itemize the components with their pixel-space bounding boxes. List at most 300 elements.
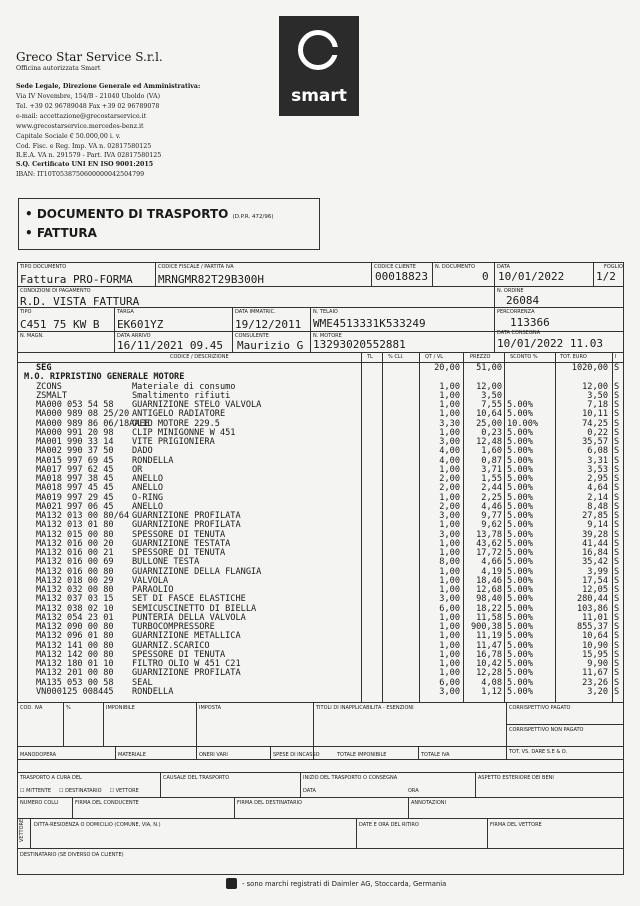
cell-desc: GUARNIZ.SCARICO [132, 640, 210, 651]
cell-price: 12,48 [476, 437, 502, 448]
cell-qt: 1,00 [439, 400, 460, 411]
percorrenza-label: PERCORRENZA [497, 309, 535, 315]
cell-disc: 5.00% [507, 548, 533, 559]
table-row [0, 595, 640, 604]
cell-desc: OR [132, 464, 143, 475]
cell-disc: 5.00% [507, 400, 533, 411]
cell-disc: 5.00% [507, 594, 533, 605]
condizioni-label: CONDIZIONI DI PAGAMENTO [20, 288, 91, 294]
cell-code: MA132 015 00 80 [36, 529, 114, 540]
data-trasporto-label: DATA [303, 788, 316, 794]
col-header-descrizione: CODICE / DESCRIZIONE [170, 354, 229, 360]
cell-tot: 11,67 [582, 668, 608, 679]
tot-vs-dare-label: TOT. VS. DARE S.E & O. [509, 749, 568, 755]
cell-qt: 1,00 [439, 631, 460, 642]
cod-iva-label: COD. IVA [20, 705, 43, 711]
data-value: 10/01/2022 [498, 270, 565, 283]
cell-qt: 1,00 [439, 464, 460, 475]
cell-price: 51,00 [476, 363, 502, 373]
cell-price: 9,62 [481, 520, 502, 531]
cell-desc: O-RING [132, 492, 164, 503]
cell-qt: 3,30 [439, 418, 460, 429]
cell-iva: S [614, 622, 620, 633]
smart-logo-icon [298, 30, 338, 70]
cell-qt: 6,00 [439, 603, 460, 614]
n-magn-label: N. MAGN. [20, 333, 44, 339]
cell-price: 11,19 [476, 631, 502, 642]
cell-iva: S [614, 381, 620, 392]
cell-code: MA018 997 45 45 [36, 483, 114, 494]
cell-iva: S [614, 363, 620, 373]
mittente-checkbox[interactable]: ☐ MITTENTE [20, 788, 51, 794]
cell-tot: 3,31 [587, 455, 608, 466]
cell-price: 13,78 [476, 529, 502, 540]
numero-colli-label: NUMERO COLLI [20, 800, 59, 806]
cell-qt: 1,00 [439, 538, 460, 549]
cell-desc: SEAL [132, 677, 153, 688]
oneri-vari-label: ONERI VARI [199, 752, 228, 758]
aspetto-label: ASPETTO ESTERIORE DEI BENI [478, 775, 554, 781]
cell-code: MA000 991 20 98 [36, 427, 114, 438]
cell-iva: S [614, 464, 620, 475]
company-subtitle: Officina autorizzata Smart [16, 65, 101, 72]
cell-desc: SPESSORE DI TENUTA [132, 548, 226, 559]
cell-price: 3,50 [481, 390, 502, 401]
cell-desc: Materiale di consumo [132, 381, 236, 392]
cell-iva: S [614, 575, 620, 586]
cell-desc: GUARNIZIONE STELO VALVOLA [132, 400, 262, 411]
cell-tot: 12,00 [582, 381, 608, 392]
cell-code: MA132 038 02 10 [36, 603, 114, 614]
cell-code: MA132 013 01 80 [36, 520, 114, 531]
condizioni-value: R.D. VISTA FATTURA [20, 295, 140, 308]
cell-price: 3,71 [481, 464, 502, 475]
data-immatric-value: 19/12/2011 [235, 318, 302, 331]
codice-fiscale-label: CODICE FISCALE / PARTITA IVA [158, 264, 234, 270]
cell-qt: 1,00 [439, 622, 460, 633]
company-line: www.grecostarservice.mercedes-benz.it [16, 123, 144, 130]
cell-code: MA000 989 86 06/18AAEE [36, 418, 150, 429]
cell-price: 10,64 [476, 409, 502, 420]
percorrenza-value: 113366 [510, 316, 550, 329]
cell-price: 17,72 [476, 548, 502, 559]
targa-value: EK601YZ [117, 318, 164, 331]
cell-disc: 5.00% [507, 677, 533, 688]
cell-tot: 3,20 [587, 686, 608, 697]
cell-price: 10,42 [476, 659, 502, 670]
codice-cliente-value: 00018823 [375, 270, 428, 283]
cell-iva: S [614, 455, 620, 466]
company-line: e-mail: accettazione@grecostarservice.it [16, 113, 147, 120]
cell-desc: ANELLO [132, 501, 164, 512]
codice-cliente-label: CODICE CLIENTE [374, 264, 416, 270]
cell-qt: 1,00 [439, 409, 460, 420]
cell-desc: RONDELLA [132, 686, 174, 697]
cell-tot: 280,44 [576, 594, 608, 605]
table-row [0, 447, 640, 456]
cell-tot: 3,99 [587, 566, 608, 577]
cell-iva: S [614, 400, 620, 411]
cell-iva: S [614, 409, 620, 420]
cell-iva: S [614, 677, 620, 688]
cell-code: MA132 142 00 80 [36, 649, 114, 660]
cell-code: MA132 090 00 80 [36, 622, 114, 633]
cell-code: M.O. RIPRISTINO GENERALE MOTORE [24, 372, 185, 383]
table-row [0, 558, 640, 567]
cell-code: MA018 997 38 45 [36, 474, 114, 485]
motore-label: N. MOTORE [313, 333, 342, 339]
cell-iva: S [614, 548, 620, 559]
cell-tot: 10,90 [582, 640, 608, 651]
tipo-documento-label: TIPO DOCUMENTO [20, 264, 67, 270]
cell-iva: S [614, 529, 620, 540]
cell-price: 12,28 [476, 668, 502, 679]
ditta-label: DITTA-RESIDENZA O DOMICILIO (COMUNE, VIA, N.) [34, 822, 161, 828]
totale-imponibile-label: TOTALE IMPONIBILE [337, 752, 387, 758]
cell-iva: S [614, 483, 620, 494]
cell-tot: 41,44 [582, 538, 608, 549]
cell-code: ZCONS [36, 381, 62, 392]
trasporto-label: TRASPORTO A CURA DEL [20, 775, 82, 781]
cell-tot: 17,54 [582, 575, 608, 586]
cell-price: 43,62 [476, 538, 502, 549]
cell-desc: ANELLO [132, 483, 164, 494]
motore-value: 13293020552881 [313, 338, 406, 351]
tipo-documento-value: Fattura PRO-FORMA [20, 273, 133, 286]
trademark-note: - sono marchi registrati di Daimler AG, Stoccarda, Germania [242, 880, 447, 888]
cell-desc: DADO [132, 446, 153, 457]
telaio-label: N. TELAIO [313, 309, 338, 315]
corr-pagato-label: CORRISPETTIVO PAGATO [509, 705, 571, 711]
firma-conducente-label: FIRMA DEL CONDUCENTE [75, 800, 139, 806]
data-arrivo-value: 16/11/2021 09.45 [117, 339, 223, 352]
smart-logo-text: smart [291, 86, 347, 106]
cell-qt: 3,00 [439, 529, 460, 540]
cell-tot: 23,26 [582, 677, 608, 688]
data-consegna-value: 10/01/2022 11.03 [497, 337, 603, 350]
spese-incasso-label: SPESE DI INCASSO [273, 752, 320, 758]
cell-code: MA132 054 23 01 [36, 612, 114, 623]
vettore-side-label: VETTORE [19, 818, 25, 842]
ddt-title: • DOCUMENTO DI TRASPORTO (D.P.R. 472/96) [25, 207, 274, 221]
cell-iva: S [614, 446, 620, 457]
cell-desc: BULLONE TESTA [132, 557, 200, 568]
cell-price: 4,66 [481, 557, 502, 568]
cell-disc: 5.00% [507, 474, 533, 485]
cell-qt: 3,00 [439, 437, 460, 448]
cell-tot: 12,05 [582, 585, 608, 596]
table-row [0, 688, 640, 697]
cell-qt: 1,00 [439, 381, 460, 392]
cell-tot: 35,57 [582, 437, 608, 448]
annotazioni-label: ANNOTAZIONI [411, 800, 446, 806]
col-header-sconto: SCONTO % [510, 354, 538, 360]
consulente-label: CONSULENTE [235, 333, 269, 339]
cell-price: 1,60 [481, 446, 502, 457]
fattura-title: • FATTURA [25, 226, 97, 240]
cell-tot: 10,11 [582, 409, 608, 420]
cell-iva: S [614, 603, 620, 614]
smart-logo [279, 16, 359, 116]
cell-disc: 5.00% [507, 668, 533, 679]
cell-disc: 5.00% [507, 455, 533, 466]
cell-desc: OLIO MOTORE 229.5 [132, 418, 220, 429]
cell-tot: 2,95 [587, 474, 608, 485]
cell-code: SEG [36, 363, 52, 373]
n-ordine-label: N. ORDINE [497, 288, 524, 294]
cell-tot: 8,48 [587, 501, 608, 512]
cell-qt: 3,00 [439, 686, 460, 697]
manodopera-label: MANODOPERA [20, 752, 57, 758]
cell-code: MA002 990 37 50 [36, 446, 114, 457]
firma-vettore-label: FIRMA DEL VETTORE [490, 822, 542, 828]
cell-disc: 5.00% [507, 612, 533, 623]
cell-disc: 5.00% [507, 538, 533, 549]
cell-price: 2,44 [481, 483, 502, 494]
col-header-tl: TL [367, 354, 373, 360]
cell-iva: S [614, 557, 620, 568]
cell-desc: ANTIGELO RADIATORE [132, 409, 226, 420]
cell-iva: S [614, 631, 620, 642]
cell-tot: 74,25 [582, 418, 608, 429]
cell-qt: 6,00 [439, 677, 460, 688]
company-line: Sede Legale, Direzione Generale ed Amministrativa: [16, 83, 201, 90]
cell-desc: GUARNIZIONE PROFILATA [132, 511, 241, 522]
data-immatric-label: DATA IMMATRIC. [235, 309, 276, 315]
cell-iva: S [614, 418, 620, 429]
cell-desc: SET DI FASCE ELASTICHE [132, 594, 246, 605]
cell-disc: 5.00% [507, 585, 533, 596]
cell-disc: 5.00% [507, 575, 533, 586]
cell-tot: 2,14 [587, 492, 608, 503]
cell-disc: 5.00% [507, 686, 533, 697]
cell-tot: 3,53 [587, 464, 608, 475]
cell-qt: 2,00 [439, 474, 460, 485]
cell-code: MA015 997 69 45 [36, 455, 114, 466]
cell-price: 9,77 [481, 511, 502, 522]
cell-tot: 7,18 [587, 400, 608, 411]
cell-disc: 5.00% [507, 492, 533, 503]
cell-tot: 4,64 [587, 483, 608, 494]
firma-destinatario-label: FIRMA DEL DESTINATARIO [237, 800, 302, 806]
cell-disc: 5.00% [507, 631, 533, 642]
table-row [0, 373, 640, 382]
cell-qt: 2,00 [439, 501, 460, 512]
cell-disc: 5.00% [507, 437, 533, 448]
corr-non-pagato-label: CORRISPETTIVO NON PAGATO [509, 727, 584, 733]
cell-qt: 1,00 [439, 548, 460, 559]
cell-iva: S [614, 659, 620, 670]
cell-code: MA132 016 00 20 [36, 538, 114, 549]
cell-qt: 1,00 [439, 566, 460, 577]
table-row [0, 383, 640, 392]
cell-code: MA000 053 54 58 [36, 400, 114, 411]
col-header-i: I [615, 354, 617, 360]
cell-desc: GUARNIZIONE METALLICA [132, 631, 241, 642]
cell-tot: 15,95 [582, 649, 608, 660]
imponibile-label: IMPONIBILE [106, 705, 135, 711]
cell-qt: 1,00 [439, 612, 460, 623]
cell-desc: PARAOLIO [132, 585, 174, 596]
company-line: R.E.A. VA n. 291579 - Part. IVA 02817580125 [16, 152, 162, 159]
cell-qt: 4,00 [439, 446, 460, 457]
cell-qt: 1,00 [439, 668, 460, 679]
cell-desc: GUARNIZIONE PROFILATA [132, 520, 241, 531]
cell-iva: S [614, 668, 620, 679]
cell-disc: 5.00% [507, 501, 533, 512]
cell-qt: 1,00 [439, 427, 460, 438]
perc-label: % [66, 705, 71, 711]
cell-price: 98,40 [476, 594, 502, 605]
cell-qt: 1,00 [439, 649, 460, 660]
cell-iva: S [614, 538, 620, 549]
cell-qt: 1,00 [439, 575, 460, 586]
consulente-value: Maurizio G [237, 339, 304, 352]
col-header-prezzo: PREZZO [470, 354, 491, 360]
cell-code: MA019 997 29 45 [36, 492, 114, 503]
cell-iva: S [614, 474, 620, 485]
cell-desc: SEMICUSCINETTO DI BIELLA [132, 603, 257, 614]
cell-price: 11,58 [476, 612, 502, 623]
cell-desc: SPESSORE DI TENUTA [132, 649, 226, 660]
cell-disc: 5.00% [507, 557, 533, 568]
destinatario-diverso-label: DESTINATARIO (SE DIVERSO DA CLIENTE) [20, 852, 124, 858]
data-ora-ritiro-label: DATE E ORA DEL RITIRO [359, 822, 419, 828]
company-line: Cod. Fisc. e Reg. Imp. VA n. 02817580125 [16, 143, 152, 150]
cell-tot: 10,64 [582, 631, 608, 642]
cell-qt: 1,00 [439, 659, 460, 670]
cell-code: MA000 989 08 25/20 [36, 409, 130, 420]
cell-qt: 1,00 [439, 640, 460, 651]
cell-price: 25,00 [476, 418, 502, 429]
cell-qt: 3,00 [439, 594, 460, 605]
cell-disc: 5.00% [507, 483, 533, 494]
cell-code: MA132 016 00 80 [36, 566, 114, 577]
cell-tot: 35,42 [582, 557, 608, 568]
cell-price: 0,87 [481, 455, 502, 466]
cell-disc: 5.00% [507, 622, 533, 633]
cell-iva: S [614, 594, 620, 605]
cell-disc: 5.00% [507, 640, 533, 651]
cell-tot: 855,37 [576, 622, 608, 633]
cell-price: 900,38 [470, 622, 502, 633]
cell-code: MA132 037 03 15 [36, 594, 114, 605]
cell-disc: 5.00% [507, 566, 533, 577]
cell-qt: 1,00 [439, 390, 460, 401]
data-arrivo-label: DATA ARRIVO [117, 333, 151, 339]
cell-qt: 8,00 [439, 557, 460, 568]
cell-iva: S [614, 649, 620, 660]
cell-desc: ANELLO [132, 474, 164, 485]
document-type-box [18, 198, 320, 250]
table-row [0, 410, 640, 419]
vettore-checkbox[interactable]: ☐ VETTORE [109, 788, 139, 794]
cell-iva: S [614, 640, 620, 651]
cell-desc: TURBOCOMPRESSORE [132, 622, 215, 633]
cell-desc: GUARNIZIONE TESTATA [132, 538, 231, 549]
cell-tot: 9,90 [587, 659, 608, 670]
foglio-label: FOGLIO [604, 264, 623, 270]
cell-price: 1,12 [481, 686, 502, 697]
cell-code: MA132 141 00 80 [36, 640, 114, 651]
cell-disc: 5.00% [507, 446, 533, 457]
col-header-cli: % CLI. [388, 354, 404, 360]
cell-iva: S [614, 686, 620, 697]
cell-iva: S [614, 492, 620, 503]
company-name: Greco Star Service S.r.l. [16, 50, 163, 64]
cell-code: MA132 016 00 21 [36, 548, 114, 559]
causale-label: CAUSALE DEL TRASPORTO [163, 775, 230, 781]
col-header-qt: QT / VL [425, 354, 444, 360]
cell-code: MA132 013 00 80/64 [36, 511, 130, 522]
cell-disc: 10.00% [507, 418, 539, 429]
cell-desc: GUARNIZIONE DELLA FLANGIA [132, 566, 262, 577]
cell-price: 12,00 [476, 381, 502, 392]
cell-tot: 27,85 [582, 511, 608, 522]
targa-label: TARGA [117, 309, 134, 315]
cell-desc: FILTRO OLIO W 451 C21 [132, 659, 241, 670]
cell-code: ZSMALT [36, 390, 68, 401]
cell-iva: S [614, 520, 620, 531]
cell-qt: 20,00 [434, 363, 460, 373]
smart-small-logo-icon [226, 878, 237, 889]
cell-desc: CLIP MINIGONNE W 451 [132, 427, 236, 438]
cell-qt: 3,00 [439, 511, 460, 522]
cell-qt: 2,00 [439, 483, 460, 494]
cell-desc: PUNTERIA DELLA VALVOLA [132, 612, 246, 623]
cell-price: 4,08 [481, 677, 502, 688]
n-ordine-value: 26084 [506, 294, 540, 307]
company-line: Tel. +39 02 96789048 Fax +39 02 96789078 [16, 103, 160, 110]
cell-iva: S [614, 501, 620, 512]
cell-disc: 5.00% [507, 409, 533, 420]
totale-iva-label: TOTALE IVA [421, 752, 450, 758]
inizio-trasporto-label: INIZIO DEL TRASPORTO O CONSEGNA [303, 775, 398, 781]
cell-code: MA132 180 01 10 [36, 659, 114, 670]
cell-code: MA135 053 00 58 [36, 677, 114, 688]
col-header-tot: TOT. EURO [560, 354, 587, 360]
table-row [0, 484, 640, 493]
cell-qt: 1,00 [439, 492, 460, 503]
cell-price: 11,47 [476, 640, 502, 651]
imposta-label: IMPOSTA [199, 705, 221, 711]
cell-price: 1,55 [481, 474, 502, 485]
cell-tot: 39,28 [582, 529, 608, 540]
cell-price: 4,19 [481, 566, 502, 577]
tipo-value: C451 75 KW B [20, 318, 100, 331]
cell-code: MA001 990 33 14 [36, 437, 114, 448]
n-documento-value: 0 [482, 270, 489, 283]
table-row [0, 632, 640, 641]
titoli-label: TITOLI DI INAPPLICABILITA - ESENZIONI [316, 705, 414, 711]
destinatario-checkbox[interactable]: ☐ DESTINATARIO [59, 788, 102, 794]
cell-price: 16,78 [476, 649, 502, 660]
cell-tot: 0,22 [587, 427, 608, 438]
cell-code: MA132 016 00 69 [36, 557, 114, 568]
cell-price: 2,25 [481, 492, 502, 503]
foglio-value: 1/2 [596, 270, 616, 283]
cell-tot: 3,50 [587, 390, 608, 401]
cell-iva: S [614, 390, 620, 401]
cell-desc: VALVOLA [132, 575, 169, 586]
cell-qt: 1,00 [439, 585, 460, 596]
cell-price: 18,46 [476, 575, 502, 586]
cell-disc: 5.00% [507, 649, 533, 660]
company-line: IBAN: IT10T0538750600000042504799 [16, 171, 145, 178]
telaio-value: WME4513331K533249 [313, 317, 426, 330]
cell-disc: 5.00% [507, 659, 533, 670]
cell-iva: S [614, 437, 620, 448]
